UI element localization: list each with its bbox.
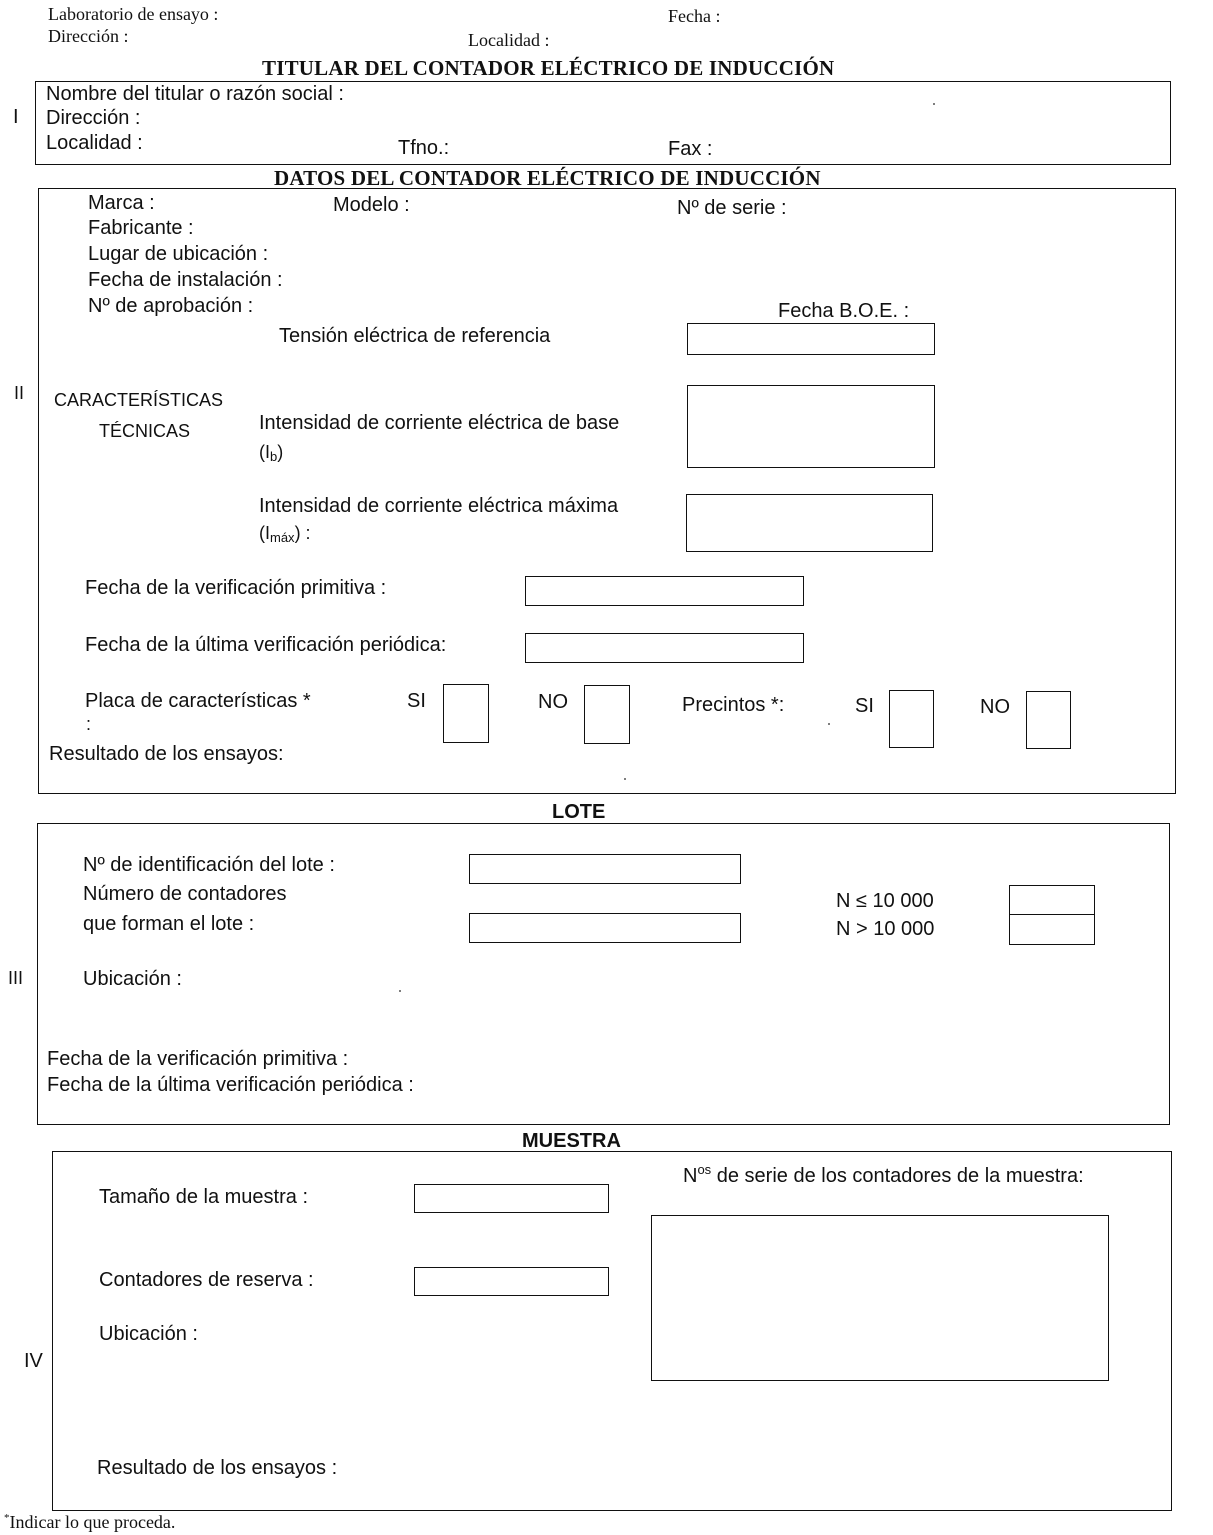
lote-n-le-label: N ≤ 10 000	[836, 890, 934, 912]
lote-n-gt-label: N > 10 000	[836, 918, 935, 940]
muestra-series-field[interactable]	[651, 1215, 1109, 1381]
datos-fecha-boe-label: Fecha B.O.E. :	[778, 300, 910, 322]
intensidad-base-symbol: $(I_b)$	[259, 442, 284, 464]
datos-fecha-primitiva-field[interactable]	[525, 576, 804, 606]
lote-numero-label-1: Número de contadores	[83, 883, 287, 905]
lote-fecha-primitiva-label: Fecha de la verificación primitiva :	[47, 1048, 349, 1070]
lote-numero-label-2: que forman el lote :	[83, 913, 255, 935]
precintos-no-checkbox[interactable]	[1026, 691, 1071, 749]
muestra-tamano-field[interactable]	[414, 1184, 609, 1213]
datos-fabricante-label: Fabricante :	[88, 217, 194, 239]
caracteristicas-label: CARACTERÍSTICAS	[54, 390, 224, 410]
titular-localidad-label: Localidad :	[46, 132, 143, 154]
placa-colon: :	[86, 714, 92, 734]
titular-fax-label: Fax :	[668, 138, 713, 160]
footer-note: *Indicar lo que proceda.	[4, 1512, 176, 1532]
lote-n-le-checkbox[interactable]	[1009, 885, 1095, 916]
lote-identificacion-field[interactable]	[469, 854, 741, 884]
muestra-series-label: $N^{os}$ de serie de los contadores de la muestra:	[683, 1162, 1084, 1187]
scan-speck	[399, 990, 401, 992]
lote-ubicacion-label: Ubicación :	[83, 968, 182, 990]
titular-tfno-label: Tfno.:	[398, 137, 450, 159]
placa-no-checkbox[interactable]	[584, 685, 630, 744]
precintos-si-checkbox[interactable]	[889, 690, 934, 748]
datos-fecha-periodica-label: Fecha de la última verificación periódica:	[85, 634, 447, 656]
section-datos-title: DATOS DEL CONTADOR ELÉCTRICO DE INDUCCIÓN	[274, 166, 821, 190]
placa-no-label: NO	[538, 691, 568, 713]
section-titular-title: TITULAR DEL CONTADOR ELÉCTRICO DE INDUCCIÓN	[262, 56, 835, 80]
precintos-no-label: NO	[980, 696, 1010, 718]
header-fecha-label: Fecha :	[668, 6, 721, 26]
header-direccion-label: Dirección :	[48, 26, 129, 46]
datos-lugar-label: Lugar de ubicación :	[88, 243, 269, 265]
section-lote-numeral: III	[8, 968, 24, 988]
datos-resultado-label: Resultado de los ensayos:	[49, 743, 284, 765]
section-titular-numeral: I	[13, 106, 19, 128]
datos-modelo-label: Modelo :	[333, 194, 410, 216]
placa-label: Placa de características *	[85, 690, 311, 712]
datos-fecha-primitiva-label: Fecha de la verificación primitiva :	[85, 577, 387, 599]
scan-speck	[828, 723, 830, 725]
placa-si-checkbox[interactable]	[443, 684, 489, 743]
intensidad-base-label: Intensidad de corriente eléctrica de base	[259, 412, 620, 434]
precintos-label: Precintos *:	[682, 694, 785, 716]
lote-n-gt-checkbox[interactable]	[1009, 914, 1095, 945]
header-localidad-label: Localidad :	[468, 30, 550, 50]
titular-nombre-label: Nombre del titular o razón social :	[46, 83, 344, 105]
section-muestra-numeral: IV	[24, 1350, 43, 1372]
intensidad-maxima-label: Intensidad de corriente eléctrica máxima	[259, 495, 619, 517]
datos-fecha-periodica-field[interactable]	[525, 633, 804, 663]
muestra-reserva-field[interactable]	[414, 1267, 609, 1296]
intensidad-maxima-field[interactable]	[686, 494, 933, 552]
muestra-reserva-label: Contadores de reserva :	[99, 1269, 314, 1291]
tension-field[interactable]	[687, 323, 935, 355]
placa-si-label: SI	[407, 690, 426, 712]
muestra-resultado-label: Resultado de los ensayos :	[97, 1457, 338, 1479]
intensidad-base-field[interactable]	[687, 385, 935, 468]
muestra-ubicacion-label: Ubicación :	[99, 1323, 198, 1345]
scan-speck	[933, 103, 935, 105]
datos-serie-label: Nº de serie :	[677, 197, 787, 219]
datos-fecha-instalacion-label: Fecha de instalación :	[88, 269, 283, 291]
section-muestra-title: MUESTRA	[522, 1130, 621, 1152]
muestra-tamano-label: Tamaño de la muestra :	[99, 1186, 308, 1208]
lote-numero-field[interactable]	[469, 913, 741, 943]
scan-speck	[624, 778, 626, 780]
lote-fecha-periodica-label: Fecha de la última verificación periódica :	[47, 1074, 414, 1096]
header-laboratorio-label: Laboratorio de ensayo :	[48, 4, 219, 24]
intensidad-maxima-symbol: $(I_{máx})$ :	[259, 523, 311, 545]
datos-marca-label: Marca :	[88, 192, 155, 214]
tecnicas-label: TÉCNICAS	[99, 421, 191, 441]
section-lote-title: LOTE	[552, 801, 606, 823]
lote-identificacion-label: Nº de identificación del lote :	[83, 854, 335, 876]
titular-direccion-label: Dirección :	[46, 107, 141, 129]
datos-aprobacion-label: Nº de aprobación :	[88, 295, 254, 317]
tension-label: Tensión eléctrica de referencia	[279, 325, 551, 347]
precintos-si-label: SI	[855, 695, 874, 717]
section-datos-numeral: II	[14, 383, 25, 403]
